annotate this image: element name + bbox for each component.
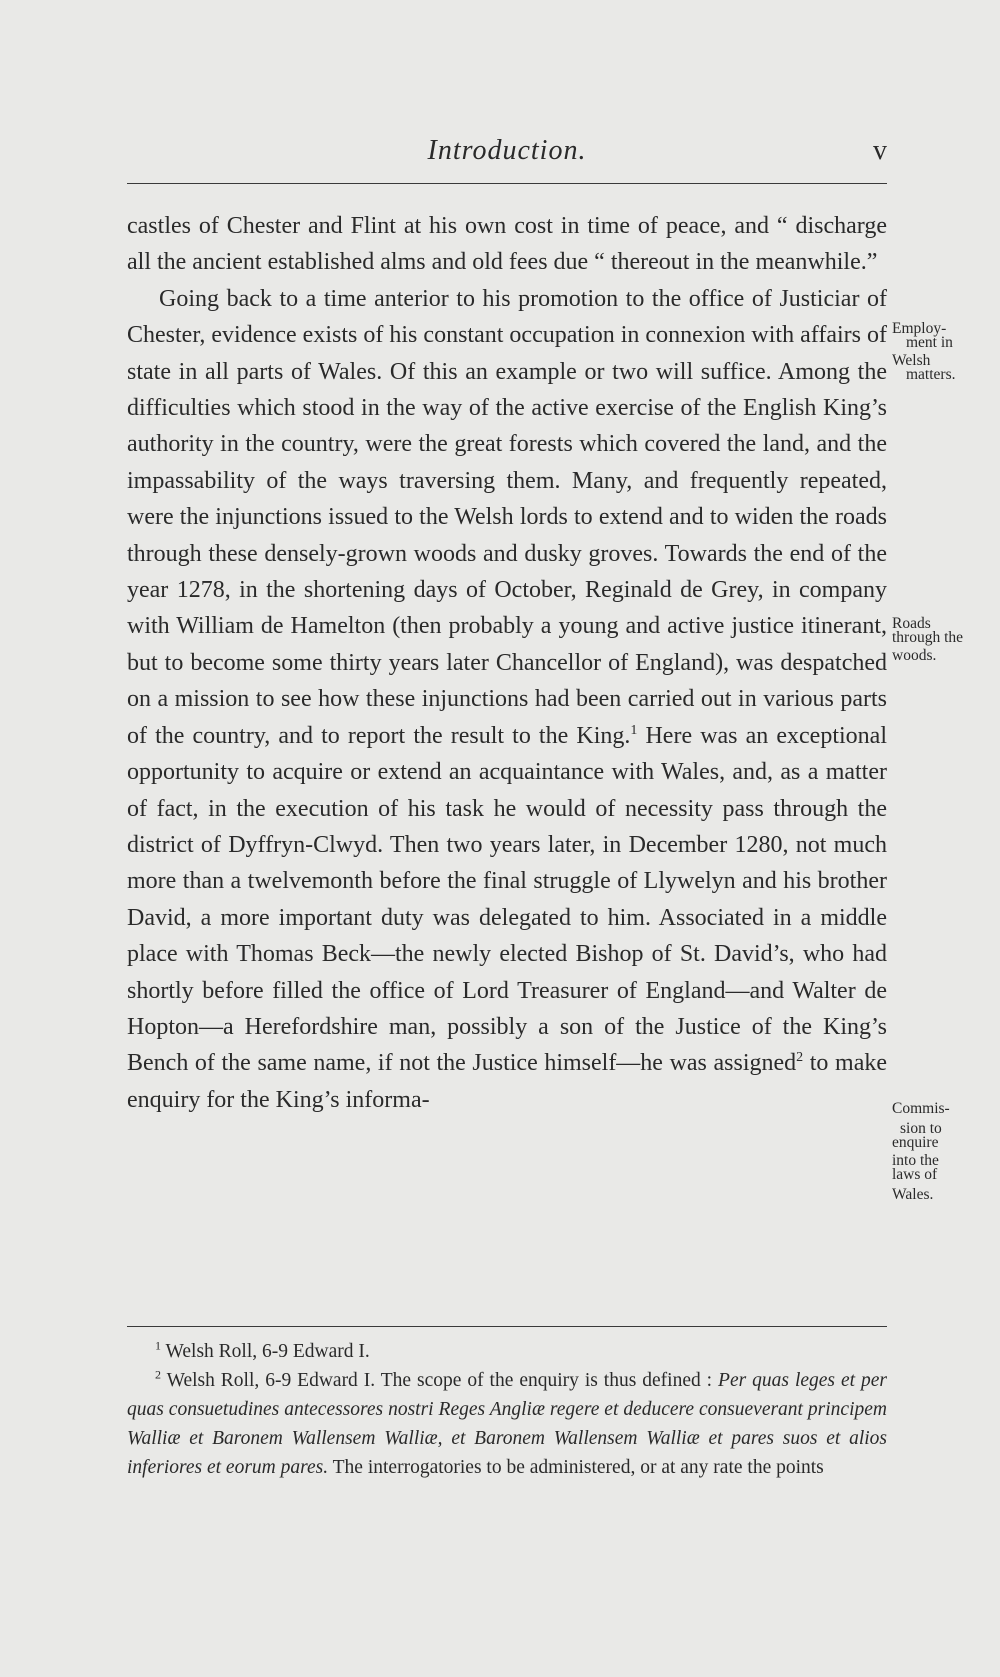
- running-head: [127, 135, 887, 175]
- paragraph-2-part-b: Here was an exceptional opportunity to acquire or extend an acquaintance with Wales, and, as a matter of fact, in the execution of his task he would of necessity pass through the district of Dyffryn-Clwyd. Then two years later, in December 1280, not much more than a twelvemonth before the final struggle of Llywelyn and his brother David, a more important duty was delegated to him. Associated in a middle place with Thomas Beck—the newly elected Bishop of St. David’s, who had shortly before filled the office of Lord Treasurer of England—and Walter de Hopton—a Herefordshire man, possibly a son of the Justice of the King’s Bench of the same name, if not the Justice himself—he was assigned: [127, 722, 887, 1077]
- sidenote-roads: [892, 617, 998, 663]
- sidenote-line: sion to: [900, 1120, 942, 1137]
- paragraph-2-part-a: Going back to a time anterior to his promotion to the office of Justiciar of Chester, evidence exists of his constant occupation in connexion with affairs of state in all parts of Wales. Of this an example or two will suffice. Among the difficulties which stood in the way of the active exercise of the English King’s authority in the country, were the great forests which covered the land, and the impassability of the ways traversing them. Many, and frequently repeated, were the injunctions issued to the Welsh lords to extend and to widen the roads through these densely-grown woods and dusky groves. Towards the end of the year 1278, in the shortening days of October, Reginald de Grey, in company with William de Hamelton (then probably a young and active justice itinerant, but to become some thirty years later Chancellor of England), was despatched on a mission to see how these injunctions had been carried out in various parts of the country, and to report the result to the King.: [127, 285, 887, 749]
- footnote-ref-1: 1: [630, 722, 638, 738]
- footnote-2: [127, 1366, 887, 1482]
- footnote-mark-1: 1: [155, 1338, 161, 1353]
- sidenote-line: Employ-: [892, 320, 947, 337]
- sidenote-line: Commis-: [892, 1100, 950, 1117]
- paragraph-1: castles of Chester and Flint at his own cost in time of peace, and “ discharge all the ancient established alms and old fees due “ thereout in the meanwhile.”: [127, 213, 887, 276]
- sidenote-line: Welsh: [892, 352, 931, 369]
- body-text: [127, 208, 887, 1118]
- footnote-2-text-a: Welsh Roll, 6-9 Edward I. The scope of the enquiry is thus defined :: [161, 1370, 719, 1391]
- header-rule: [127, 183, 887, 184]
- page-number: v: [873, 135, 887, 166]
- sidenote-line: enquire: [892, 1134, 939, 1151]
- sidenote-line: ment in: [906, 334, 953, 351]
- footnote-1-text: Welsh Roll, 6-9 Edward I.: [161, 1341, 370, 1362]
- footnotes: [127, 1337, 887, 1482]
- paragraph-2-part-c: to make enquiry for the King’s informa-: [127, 1050, 888, 1113]
- sidenote-employment: [892, 322, 998, 382]
- paragraph-2: [127, 281, 887, 1118]
- footnote-2-text-b: The interrogatories to be administered, or at any rate the points: [328, 1457, 824, 1478]
- sidenote-line: Roads: [892, 615, 931, 632]
- footnote-1: [127, 1337, 887, 1366]
- footnote-2-latin: Per quas leges et per quas consuetudines antecessores nostri Reges Angliæ regere et deducere consueverant principem Walliæ et Baronem Wallensem Walliæ, et Baronem Wallensem Walliæ et pares suos et alios inferiores et eorum pares.: [127, 1370, 887, 1478]
- running-title: Introduction.: [427, 135, 587, 166]
- footnote-mark-2: 2: [155, 1367, 161, 1382]
- sidenote-line: laws of: [892, 1166, 938, 1183]
- sidenote-line: through the: [892, 629, 964, 646]
- sidenote-commission: [892, 1102, 998, 1202]
- sidenote-line: Wales.: [892, 1186, 934, 1203]
- sidenote-line: matters.: [906, 366, 956, 383]
- sidenote-line: into the: [892, 1152, 939, 1169]
- footnote-rule: [127, 1326, 887, 1327]
- footnote-ref-2: 2: [796, 1050, 804, 1066]
- sidenote-line: woods.: [892, 647, 937, 664]
